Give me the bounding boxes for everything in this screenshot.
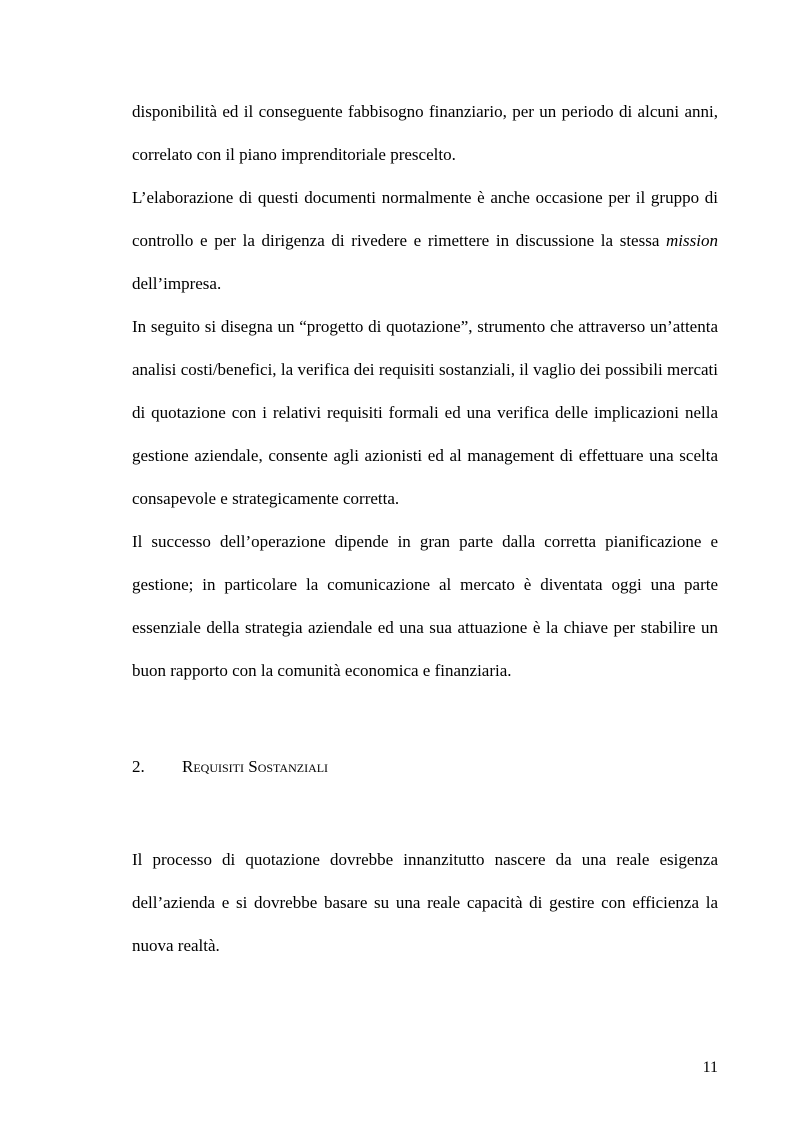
section-body-text [132,838,718,967]
paragraph-2-text-before: L’elaborazione di questi documenti normalmente è anche occasione per il gruppo di controllo e per la dirigenza di rivedere e rimettere in discussione la stessa [132,188,718,250]
paragraph-2 [132,176,718,305]
paragraph-3: In seguito si disegna un “progetto di quotazione”, strumento che attraverso un’attenta analisi costi/benefici, la verifica dei requisiti sostanziali, il vaglio dei possibili mercati di quotazione con i relativi requisiti formali ed una verifica delle implicazioni nella gestione aziendale, consente agli azionisti ed al management di effettuare una scelta consapevole e strategicamente corretta. [132,317,718,508]
section-number: 2. [132,757,145,776]
paragraph-2-text-after: dell’impresa. [132,274,222,293]
paragraph-1: disponibilità ed il conseguente fabbisogno finanziario, per un periodo di alcuni anni, correlato con il piano imprenditoriale prescelto. [132,102,718,164]
paragraph-4: Il successo dell’operazione dipende in gran parte dalla corretta pianificazione e gestione; in particolare la comunicazione al mercato è diventata oggi una parte essenziale della strategia aziendale ed una sua attuazione è la chiave per stabilire un buon rapporto con la comunità economica e finanziaria. [132,532,718,680]
paragraph-2-italic-term: mission [666,231,718,250]
section-title: Requisiti Sostanziali [182,757,329,776]
body-text [132,90,718,692]
section-paragraph-1: Il processo di quotazione dovrebbe innanzitutto nascere da una reale esigenza dell’azienda e si dovrebbe basare su una reale capacità di gestire con efficienza la nuova realtà. [132,850,718,955]
section-heading [132,752,718,782]
page-number: 11 [702,1059,718,1076]
